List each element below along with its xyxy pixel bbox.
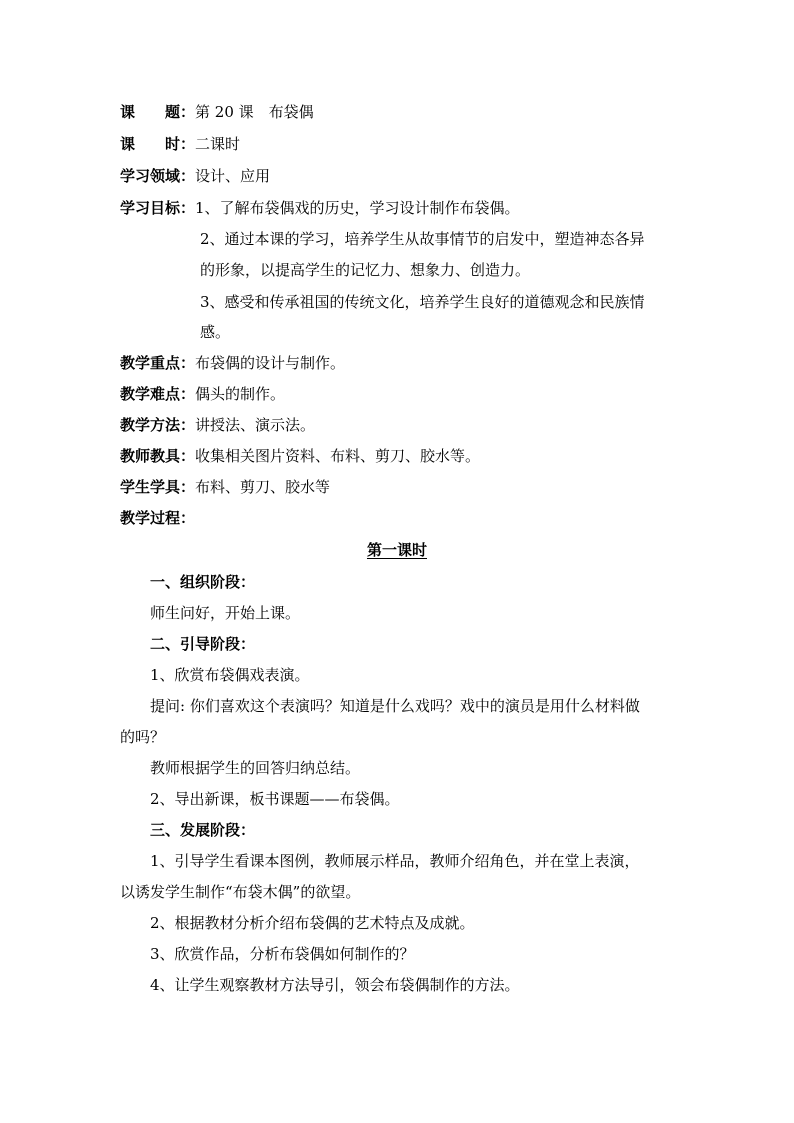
method-label: 教学方法： xyxy=(120,416,196,434)
section-3-para-2: 2、根据教材分析介绍布袋偶的艺术特点及成就。 xyxy=(150,914,475,932)
teacher-tools-value: 收集相关图片资料、布料、剪刀、胶水等。 xyxy=(195,447,481,465)
section-2-para-4: 2、导出新课，板书课题——布袋偶。 xyxy=(150,790,400,808)
section-2-para-2-line-1: 提问: 你们喜欢这个表演吗？知道是什么戏吗？戏中的演员是用什么材料做 xyxy=(150,697,640,715)
method-value: 讲授法、演示法。 xyxy=(195,416,316,434)
topic-value: 第 20 课 布袋偶 xyxy=(195,103,314,121)
goals-label: 学习目标： xyxy=(120,199,196,217)
section-1-para-1: 师生问好，开始上课。 xyxy=(150,604,301,622)
difficulty-value: 偶头的制作。 xyxy=(195,385,286,403)
student-tools-value: 布料、剪刀、胶水等 xyxy=(195,478,331,496)
domain-label: 学习领域： xyxy=(120,167,196,185)
lesson-title-text: 第一课时 xyxy=(366,541,427,559)
section-1-heading: 一、组织阶段： xyxy=(150,573,256,591)
hours-row xyxy=(120,134,240,154)
topic-label: 课 题： xyxy=(120,103,196,121)
key-point-label: 教学重点： xyxy=(120,354,196,372)
key-point-value: 布袋偶的设计与制作。 xyxy=(195,354,346,372)
teacher-tools-label: 教师教具： xyxy=(120,447,196,465)
section-3-para-1-line-2: 以诱发学生制作“布袋木偶”的欲望。 xyxy=(120,883,361,901)
teacher-tools-row xyxy=(120,446,480,466)
goal-2-line-1: 2、通过本课的学习，培养学生从故事情节的启发中，塑造神态各异 xyxy=(200,230,645,248)
section-3-heading: 三、发展阶段： xyxy=(150,821,256,839)
section-3-para-4: 4、让学生观察教材方法导引，领会布袋偶制作的方法。 xyxy=(150,976,520,994)
domain-row xyxy=(120,166,270,186)
goal-1: 1、了解布袋偶戏的历史，学习设计制作布袋偶。 xyxy=(195,199,520,217)
section-2-para-1: 1、欣赏布袋偶戏表演。 xyxy=(150,666,310,684)
difficulty-row xyxy=(120,384,285,404)
section-3-para-3: 3、欣赏作品，分析布袋偶如何制作的？ xyxy=(150,945,415,963)
goals-row xyxy=(120,198,520,218)
topic-row xyxy=(120,102,314,122)
domain-value: 设计、应用 xyxy=(195,167,271,185)
hours-value: 二课时 xyxy=(195,135,241,153)
process-label: 教学过程： xyxy=(120,509,196,527)
process-row xyxy=(120,508,195,528)
goal-3-line-2: 感。 xyxy=(200,323,231,341)
section-2-para-2-line-2: 的吗？ xyxy=(120,728,166,746)
section-2-heading: 二、引导阶段： xyxy=(150,635,256,653)
lesson-title xyxy=(0,540,794,560)
student-tools-row xyxy=(120,477,330,497)
difficulty-label: 教学难点： xyxy=(120,385,196,403)
method-row xyxy=(120,415,315,435)
section-2-para-3: 教师根据学生的回答归纳总结。 xyxy=(150,759,361,777)
section-3-para-1-line-1: 1、引导学生看课本图例，教师展示样品，教师介绍角色，并在堂上表演， xyxy=(150,852,640,870)
goal-3-line-1: 3、感受和传承祖国的传统文化，培养学生良好的道德观念和民族情 xyxy=(200,293,645,311)
key-point-row xyxy=(120,353,345,373)
student-tools-label: 学生学具： xyxy=(120,478,196,496)
goal-2-line-2: 的形象，以提高学生的记忆力、想象力、创造力。 xyxy=(200,261,531,279)
hours-label: 课 时： xyxy=(120,135,196,153)
